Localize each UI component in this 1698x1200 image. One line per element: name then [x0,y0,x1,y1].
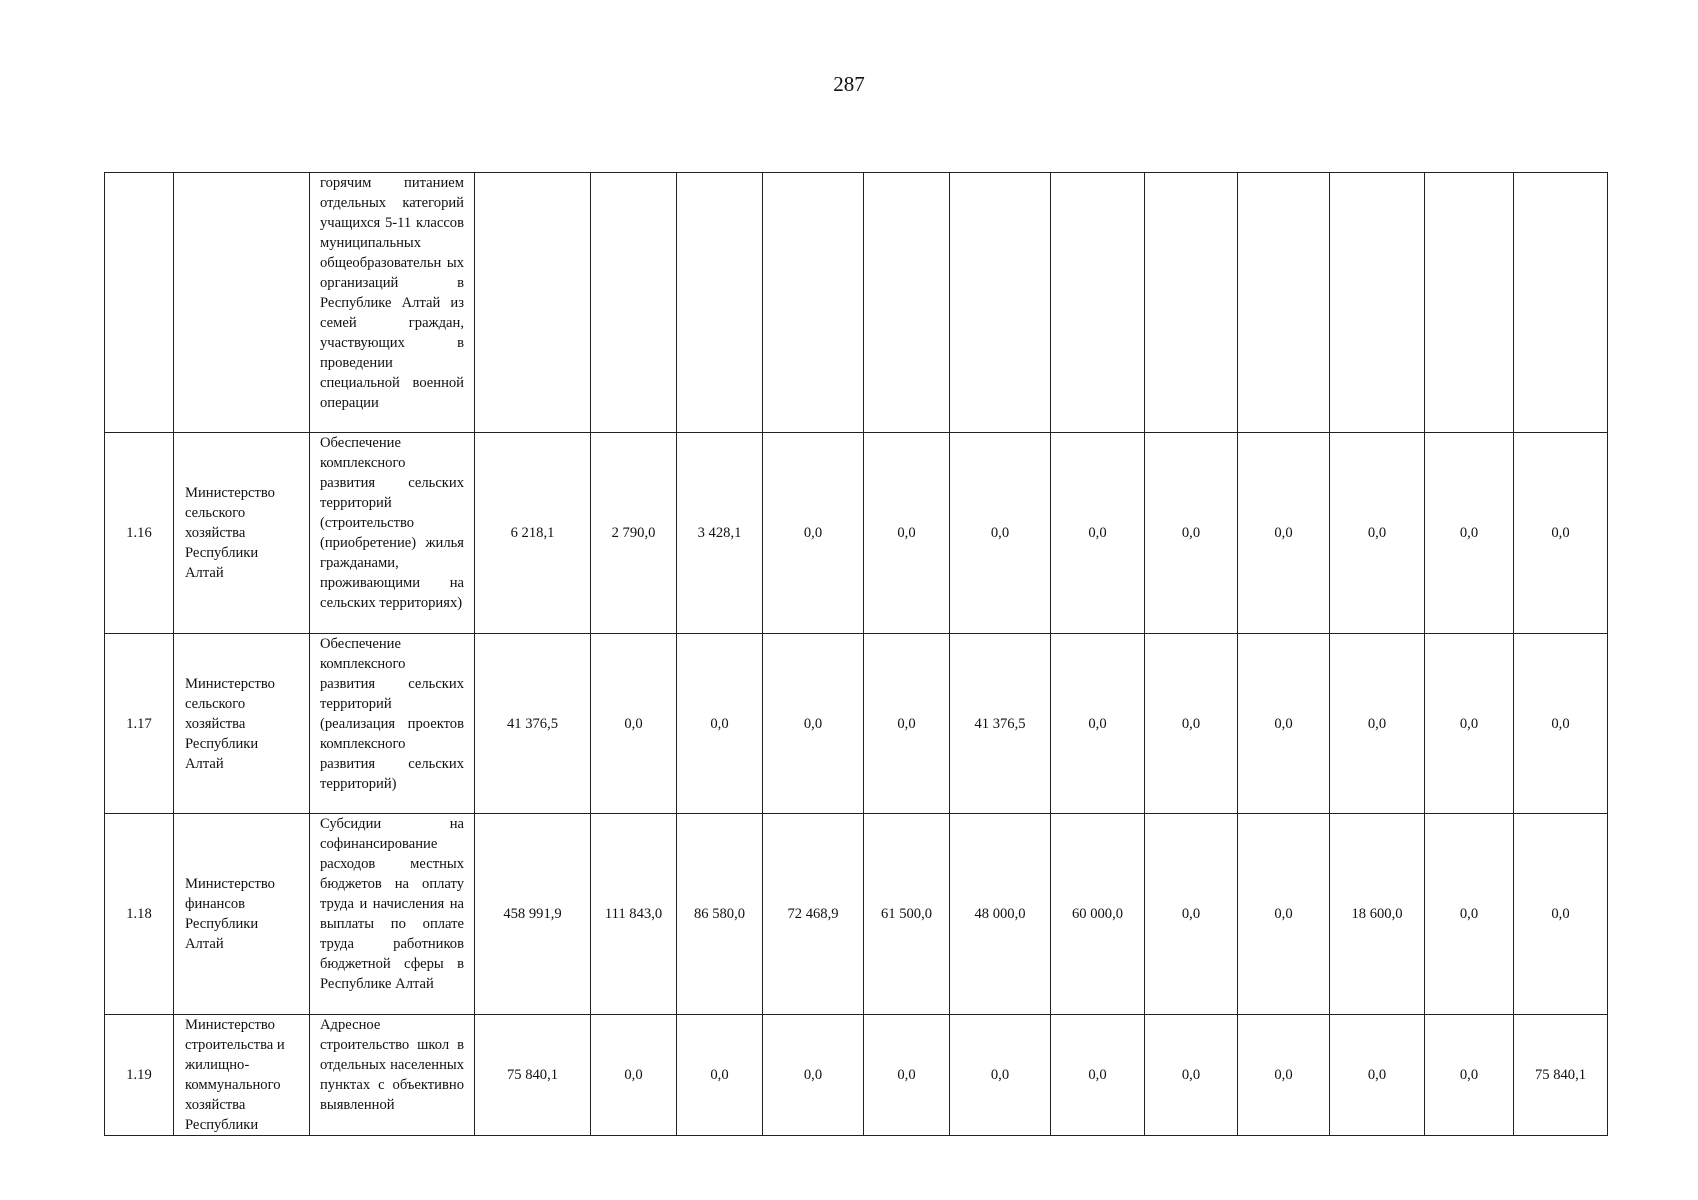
row-number-cell: 1.17 [105,634,174,814]
year-amount-cell [1238,173,1330,433]
year-amount-cell: 0,0 [1238,1015,1330,1136]
measure-description-cell: Адресное строительство школ в отдельных населенных пунктах с объективно выявленной [310,1015,475,1136]
year-amount-cell: 0,0 [677,634,763,814]
year-amount-cell: 0,0 [1514,634,1608,814]
year-amount-cell: 0,0 [1145,814,1238,1015]
measure-description-cell: Субсидии на софинансирование расходов местных бюджетов на оплату труда и начисления на выплаты по оплате труда работников бюджетной сферы в Республике Алтай [310,814,475,1015]
year-amount-cell [591,173,677,433]
year-amount-cell: 0,0 [763,433,864,634]
year-amount-cell: 0,0 [1051,634,1145,814]
table-row [105,173,1608,433]
year-amount-cell: 0,0 [864,1015,950,1136]
year-amount-cell: 2 790,0 [591,433,677,634]
row-number-cell: 1.19 [105,1015,174,1136]
responsible-org-cell: Министерство строительства и жилищно- коммунального хозяйства Республики [174,1015,310,1136]
year-amount-cell: 0,0 [1514,433,1608,634]
year-amount-cell: 0,0 [1425,814,1514,1015]
year-amount-cell: 0,0 [1145,433,1238,634]
year-amount-cell [950,173,1051,433]
year-amount-cell: 0,0 [1238,634,1330,814]
year-amount-cell [677,173,763,433]
total-amount-cell: 41 376,5 [475,634,591,814]
year-amount-cell: 0,0 [1514,814,1608,1015]
row-number-cell: 1.16 [105,433,174,634]
table-row [105,634,1608,814]
year-amount-cell: 0,0 [950,1015,1051,1136]
year-amount-cell [1514,173,1608,433]
year-amount-cell: 0,0 [1145,634,1238,814]
year-amount-cell: 3 428,1 [677,433,763,634]
year-amount-cell: 0,0 [763,634,864,814]
year-amount-cell: 0,0 [1330,634,1425,814]
table-row [105,433,1608,634]
budget-table [104,172,1608,1136]
year-amount-cell: 48 000,0 [950,814,1051,1015]
year-amount-cell [1425,173,1514,433]
total-amount-cell: 75 840,1 [475,1015,591,1136]
row-number-cell [105,173,174,433]
year-amount-cell [1051,173,1145,433]
total-amount-cell: 458 991,9 [475,814,591,1015]
year-amount-cell: 0,0 [1425,634,1514,814]
year-amount-cell: 0,0 [1425,1015,1514,1136]
responsible-org-cell [174,173,310,433]
year-amount-cell: 0,0 [950,433,1051,634]
year-amount-cell: 0,0 [864,433,950,634]
year-amount-cell: 0,0 [1425,433,1514,634]
year-amount-cell: 0,0 [591,1015,677,1136]
measure-description-cell: Обеспечение комплексного развития сельских территорий (реализация проектов комплексного развития сельских территорий) [310,634,475,814]
year-amount-cell: 41 376,5 [950,634,1051,814]
measure-description-cell: горячим питанием отдельных категорий учащихся 5-11 классов муниципальных общеобразовательн ых организаций в Республике Алтай из семей граждан, участвующих в проведении специальной военной операции [310,173,475,433]
year-amount-cell: 60 000,0 [1051,814,1145,1015]
year-amount-cell: 75 840,1 [1514,1015,1608,1136]
total-amount-cell [475,173,591,433]
year-amount-cell: 0,0 [763,1015,864,1136]
responsible-org-cell: Министерство финансов Республики Алтай [174,814,310,1015]
year-amount-cell: 18 600,0 [1330,814,1425,1015]
year-amount-cell: 0,0 [1238,433,1330,634]
year-amount-cell: 86 580,0 [677,814,763,1015]
year-amount-cell: 0,0 [1051,1015,1145,1136]
table-row [105,1015,1608,1136]
year-amount-cell: 111 843,0 [591,814,677,1015]
year-amount-cell: 0,0 [1330,433,1425,634]
year-amount-cell: 61 500,0 [864,814,950,1015]
responsible-org-cell: Министерство сельского хозяйства Республики Алтай [174,634,310,814]
responsible-org-cell: Министерство сельского хозяйства Республики Алтай [174,433,310,634]
year-amount-cell: 0,0 [864,634,950,814]
year-amount-cell: 0,0 [1330,1015,1425,1136]
page-number: 287 [833,72,865,96]
year-amount-cell: 72 468,9 [763,814,864,1015]
year-amount-cell: 0,0 [1145,1015,1238,1136]
year-amount-cell: 0,0 [677,1015,763,1136]
table-row [105,814,1608,1015]
year-amount-cell: 0,0 [591,634,677,814]
year-amount-cell [1145,173,1238,433]
year-amount-cell [864,173,950,433]
row-number-cell: 1.18 [105,814,174,1015]
year-amount-cell: 0,0 [1051,433,1145,634]
total-amount-cell: 6 218,1 [475,433,591,634]
year-amount-cell [763,173,864,433]
year-amount-cell [1330,173,1425,433]
year-amount-cell: 0,0 [1238,814,1330,1015]
measure-description-cell: Обеспечение комплексного развития сельских территорий (строительство (приобретение) жилья гражданами, проживающими на сельских территориях) [310,433,475,634]
